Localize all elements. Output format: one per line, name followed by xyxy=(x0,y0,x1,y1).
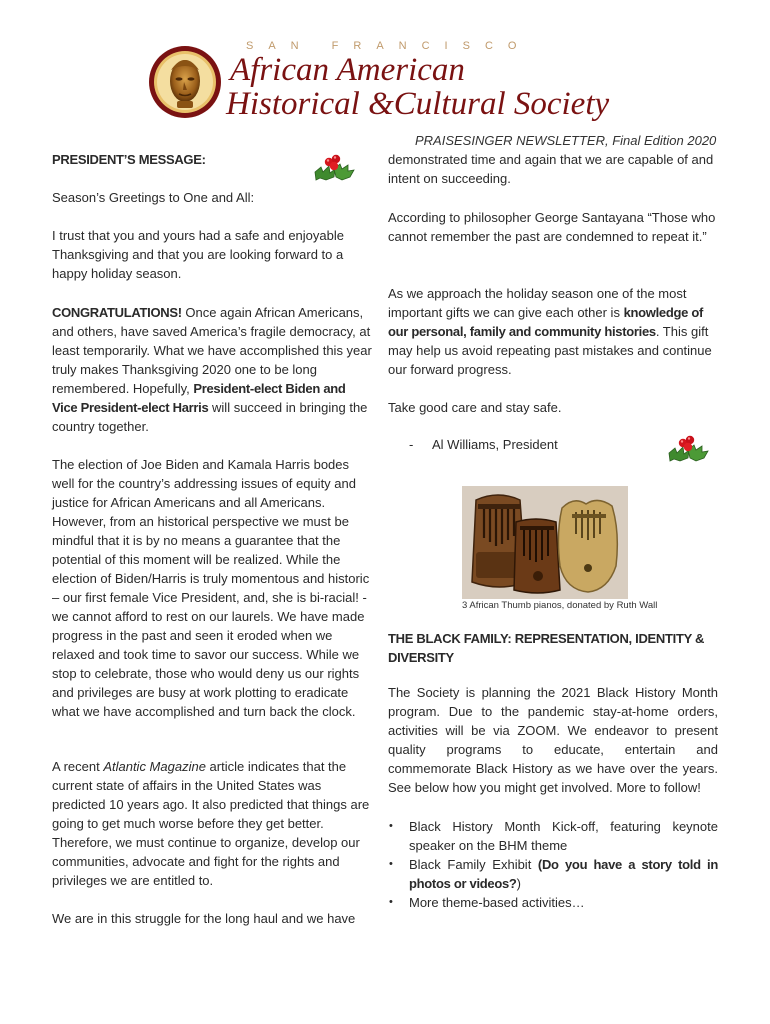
paragraph: We are in this struggle for the long haul and we have xyxy=(52,911,356,926)
org-name-line1: African American xyxy=(230,52,465,88)
closing-line: Take good care and stay safe. xyxy=(388,400,562,415)
org-name-line2: Historical &Cultural Society xyxy=(226,86,610,122)
signature: Al Williams, President xyxy=(432,437,558,452)
org-city: SAN FRANCISCO xyxy=(246,40,532,52)
list-item: • Black Family Exhibit (Do you have a story told in photos or videos?) xyxy=(389,857,718,891)
newsletter-title: PRAISESINGER NEWSLETTER, Final Edition 2020 xyxy=(415,133,717,148)
paragraph: I trust that you and yours had a safe and enjoyable Thanksgiving and that you are looking forward to a happy holiday season. xyxy=(52,228,344,281)
section-title: THE BLACK FAMILY: REPRESENTATION, IDENTITY & DIVERSITY xyxy=(388,631,705,665)
bullet-icon: • xyxy=(389,820,393,832)
quote-paragraph: According to philosopher George Santayana “Those who cannot remember the past are condemned to repeat it.” xyxy=(388,210,716,244)
emphasis-text: knowledge of our personal, family and community histories xyxy=(388,305,704,339)
emphasis-text: President-elect Biden and Vice President-elect Harris xyxy=(52,381,346,415)
paragraph: A recent Atlantic Magazine article indicates that the current state of affairs in the United States was predicted 10 years ago. It also predicted that things are going to get much worse before they get better. Therefore, we must continue to organize, develop our communities, advocate and fight for the rights and privileges we are entitled to. xyxy=(52,759,370,888)
activities-list xyxy=(388,817,718,912)
photo-caption: 3 African Thumb pianos, donated by Ruth Wall xyxy=(462,600,658,611)
paragraph: The Society is planning the 2021 Black History Month program. Due to the pandemic stay-at-home orders, activities will be via ZOOM. We endeavor to present quality programs to educate, entertain and commemorate Black History as we have over the years. See below how you might get involved. More to follow! xyxy=(388,685,718,795)
list-item: • Black History Month Kick-off, featuring keynote speaker on the BHM theme xyxy=(389,819,718,853)
paragraph: The election of Joe Biden and Kamala Harris bodes well for the country’s addressing issues of equity and justice for African Americans and all Americans. However, from an historical perspective we must be mindful that it is by no means a guarantee that the potential of this moment will be realized. While the election of Biden/Harris is truly momentous and historic – our first female Vice President, and, she is bi-racial! - we cannot afford to rest on our laurels. We have made progress in the past and seen it eroded when we relaxed and took time to savor our success. While we stop to celebrate, those who would deny us our rights and privileges are busy at work plotting to eradicate what we have accomplished and turn back the clock. xyxy=(52,457,370,719)
paragraph: As we approach the holiday season one of the most important gifts we can give each other is knowledge of our personal, family and community histories. This gift may help us avoid repeating past mistakes and continue our forward progress. xyxy=(388,286,712,377)
holly-berries-icon xyxy=(666,431,710,469)
bullet-icon: • xyxy=(389,858,393,870)
bullet-icon: • xyxy=(389,896,393,908)
paragraph: CONGRATULATIONS! Once again African Americans, and others, have saved America’s fragile democracy, at least temporarily. What we have accomplished this year truly makes Thanksgiving 2020 one to be long remembered. Hopefully, President-elect Biden and Vice President-elect Harris will succeed in bringing the country together. xyxy=(52,305,372,434)
thumb-pianos-photo xyxy=(462,486,628,599)
emphasis-text: CONGRATULATIONS! xyxy=(52,305,182,320)
president-message-heading: PRESIDENT’S MESSAGE: xyxy=(52,152,206,167)
paragraph: demonstrated time and again that we are capable of and intent on succeeding. xyxy=(388,152,714,186)
mask-medallion-icon xyxy=(147,44,223,120)
list-item: • More theme-based activities… xyxy=(389,895,585,910)
magazine-title: Atlantic Magazine xyxy=(103,759,206,774)
signature-dash: - xyxy=(409,437,414,452)
greeting: Season’s Greetings to One and All: xyxy=(52,190,255,205)
emphasis-text: (Do you have a story told in photos or videos? xyxy=(409,857,718,891)
